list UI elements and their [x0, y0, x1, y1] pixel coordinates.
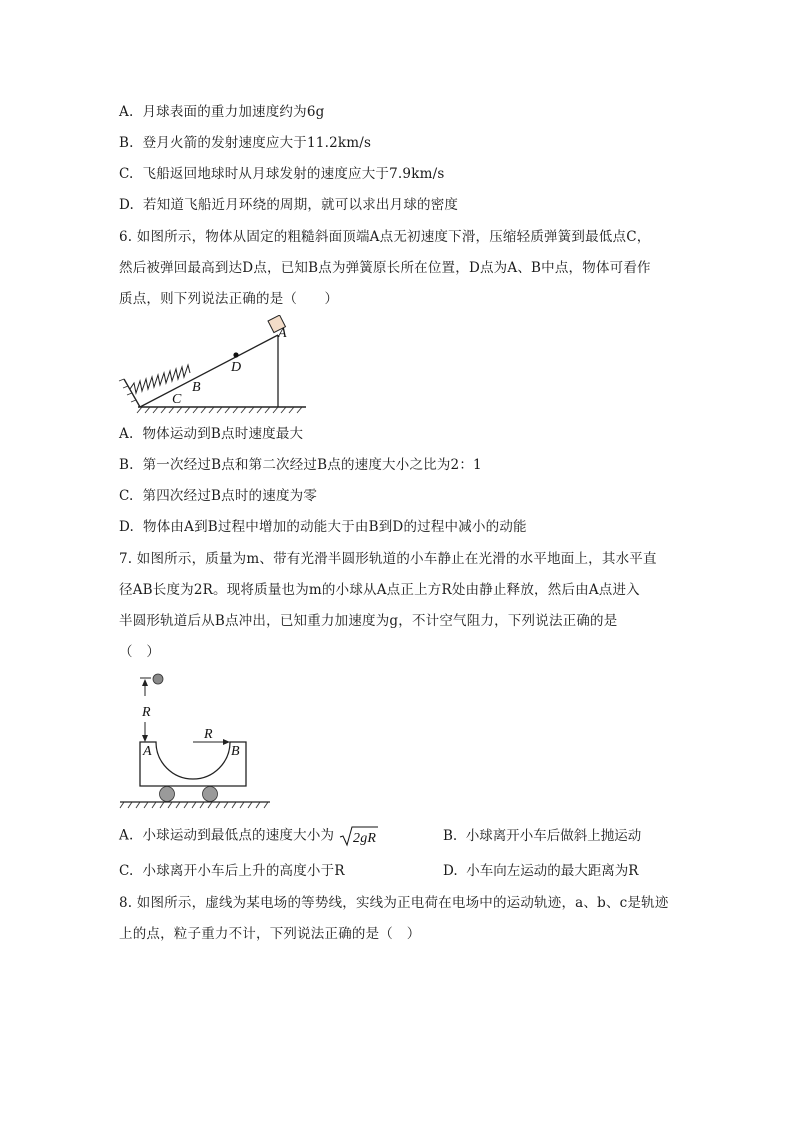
- q6-stem-line3: 质点，则下列说法正确的是（ ）: [119, 291, 339, 307]
- r-arrow-down-head: [142, 735, 148, 742]
- sqrt-icon: [339, 825, 379, 847]
- q7-stem-line3: 半圆形轨道后从B点冲出，已知重力加速度为g，不计空气阻力，下列说法正确的是: [119, 613, 618, 629]
- sqrt-formula: 2gR: [352, 831, 376, 846]
- q5-option-b: B. 登月火箭的发射速度应大于11.2km/s: [119, 135, 372, 151]
- q7-option-c: C. 小球离开小车后上升的高度小于R: [119, 863, 345, 879]
- label-c: C: [172, 392, 182, 407]
- label-r-top: R: [142, 705, 151, 720]
- label-r-mid: R: [204, 727, 213, 742]
- q8-stem-line1: 8. 如图所示，虚线为某电场的等势线，实线为正电荷在电场中的运动轨迹，a、b、c是轨迹: [119, 895, 669, 911]
- q6-stem-line1: 6. 如图所示，物体从固定的粗糙斜面顶端A点无初速度下滑，压缩轻质弹簧到最低点C，: [119, 229, 651, 245]
- ground-hatching: [120, 802, 268, 808]
- wheel-right-icon: [203, 787, 218, 802]
- q8-stem-line2: 上的点，粒子重力不计，下列说法正确的是（ ）: [119, 926, 421, 942]
- q6-incline-figure: [118, 315, 318, 415]
- q6-option-c: C. 第四次经过B点时的速度为零: [119, 488, 318, 504]
- label-a: A: [278, 326, 287, 341]
- q7-stem-line2: 径AB长度为2R。现将质量也为m的小球从A点正上方R处由静止释放，然后由A点进入: [119, 582, 640, 598]
- q6-option-b: B. 第一次经过B点和第二次经过B点的速度大小之比为2：1: [119, 457, 482, 473]
- label-d: D: [231, 360, 242, 375]
- q7-cart-figure: [118, 668, 278, 813]
- q5-option-a: A. 月球表面的重力加速度约为6g: [119, 104, 325, 120]
- q7-stem-line4: （ ）: [119, 644, 161, 660]
- q7-stem-line1: 7. 如图所示，质量为m、带有光滑半圆形轨道的小车静止在光滑的水平地面上，其水平直: [119, 551, 657, 567]
- q5-option-c: C. 飞船返回地球时从月球发射的速度应大于7.9km/s: [119, 166, 445, 182]
- r-arrow-right-head: [223, 739, 230, 745]
- wall-hatching: [119, 379, 136, 402]
- q6-option-d: D. 物体由A到B过程中增加的动能大于由B到D的过程中减小的动能: [119, 519, 527, 535]
- label-a: A: [143, 744, 152, 759]
- label-b: B: [231, 744, 240, 759]
- wheel-left-icon: [160, 787, 175, 802]
- q7-option-a: A. 小球运动到最低点的速度大小为 2gR: [119, 825, 379, 847]
- q6-stem-line2: 然后被弹回最高到达D点，已知B点为弹簧原长所在位置，D点为A、B中点，物体可看作: [119, 260, 651, 276]
- r-arrow-up-head: [142, 679, 148, 686]
- label-b: B: [192, 380, 201, 395]
- q5-option-d: D. 若知道飞船近月环绕的周期，就可以求出月球的密度: [119, 197, 459, 213]
- point-d-dot: [233, 352, 238, 357]
- q7-option-d: D. 小车向左运动的最大距离为R: [443, 863, 639, 879]
- spring-icon: [130, 365, 190, 393]
- q7-option-b: B. 小球离开小车后做斜上抛运动: [443, 828, 642, 844]
- ball-icon: [153, 674, 163, 684]
- incline-line: [140, 335, 278, 407]
- q6-option-a: A. 物体运动到B点时速度最大: [119, 426, 304, 442]
- ground-hatching: [137, 407, 302, 413]
